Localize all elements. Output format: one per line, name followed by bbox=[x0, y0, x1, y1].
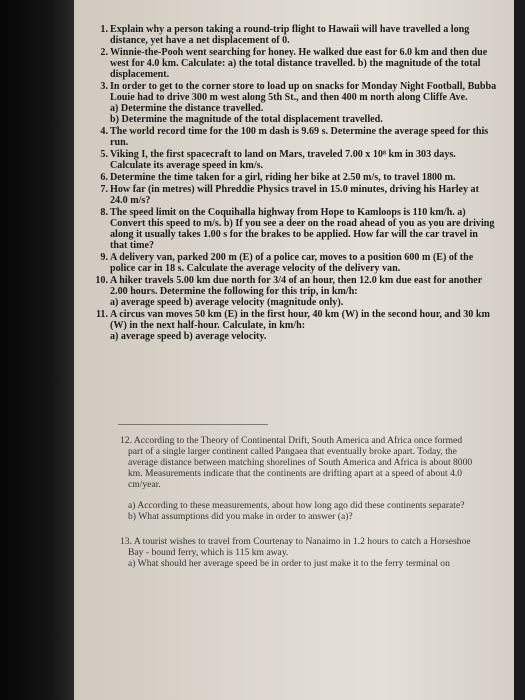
question-text-line: 24.0 m/s? bbox=[110, 195, 151, 206]
question-13 bbox=[120, 536, 498, 569]
question-number: 7. bbox=[100, 184, 108, 195]
question-number: 5. bbox=[100, 149, 108, 160]
binder-shadow bbox=[0, 0, 74, 700]
question-text-line: The world record time for the 100 m dash is 9.69 s. Determine the average speed for this bbox=[110, 126, 489, 137]
question-number: 10. bbox=[95, 275, 108, 286]
question-part: b) What assumptions did you make in order to answer (a)? bbox=[128, 511, 353, 522]
question-text-line: a) Determine the distance travelled. bbox=[110, 103, 264, 114]
questions-list-part1 bbox=[95, 24, 505, 343]
question-text-line: How far (in metres) will Phreddie Physics travel in 15.0 minutes, driving his Harley at bbox=[110, 184, 479, 195]
question-part: a) According to these measurements, about how long ago did these continents separate? bbox=[128, 500, 465, 511]
question-8 bbox=[100, 207, 505, 251]
question-text-line: run. bbox=[110, 137, 129, 148]
question-number: 2. bbox=[100, 47, 108, 58]
question-text-line: Viking I, the first spacecraft to land on Mars, traveled 7.00 x 10⁸ km in 303 days. bbox=[110, 149, 456, 160]
question-text-line: west for 4.0 km. Calculate: a) the total distance travelled. b) the magnitude of the total bbox=[110, 58, 481, 69]
question-2 bbox=[100, 47, 505, 80]
question-text-line: km. Measurements indicate that the continents are drifting apart at a speed of about 4.0 bbox=[128, 468, 463, 479]
question-number: 6. bbox=[100, 172, 108, 183]
question-text-line: Calculate its average speed in km/s. bbox=[110, 160, 264, 171]
question-5 bbox=[100, 149, 505, 171]
question-number: 9. bbox=[100, 252, 108, 263]
question-text-line: along it usually takes 1.00 s for the brakes to be applied. How far will the car travel in bbox=[110, 229, 478, 240]
questions-list-part2 bbox=[120, 435, 498, 579]
question-number: 13. bbox=[120, 536, 132, 547]
question-12 bbox=[120, 435, 498, 522]
question-text-line: In order to get to the corner store to load up on snacks for Monday Night Football, Bubba bbox=[110, 81, 497, 92]
question-text-line: A hiker travels 5.00 km due north for 3/4 of an hour, then 12.0 km due east for another bbox=[110, 275, 483, 286]
question-part: a) What should her average speed be in order to just make it to the ferry terminal on bbox=[128, 558, 450, 569]
question-11 bbox=[95, 309, 505, 342]
question-text-line: According to the Theory of Continental Drift, South America and Africa once formed bbox=[133, 435, 463, 446]
question-parts bbox=[128, 558, 498, 569]
question-text-line: police car in 18 s. Calculate the average velocity of the delivery van. bbox=[110, 263, 401, 274]
question-text-line: a) average speed b) average velocity (magnitude only). bbox=[110, 297, 344, 308]
question-text-line: displacement. bbox=[110, 69, 170, 80]
question-text-line: average distance between matching shorelines of South America and Africa is about 8000 bbox=[128, 457, 473, 468]
section-divider bbox=[118, 424, 268, 425]
question-text-line: Explain why a person taking a round-trip flight to Hawaii will have travelled a long bbox=[110, 24, 470, 35]
question-3 bbox=[100, 81, 505, 125]
question-text-line: A tourist wishes to travel from Courtenay to Nanaimo in 1.2 hours to catch a Horseshoe bbox=[133, 536, 471, 547]
question-number: 8. bbox=[100, 207, 108, 218]
question-number: 12. bbox=[120, 435, 132, 446]
question-4 bbox=[100, 126, 505, 148]
question-text-line: that time? bbox=[110, 240, 155, 251]
question-text-line: Determine the time taken for a girl, riding her bike at 2.50 m/s, to travel 1800 m. bbox=[110, 172, 456, 183]
question-text-line: (W) in the next half-hour. Calculate, in km/h: bbox=[110, 320, 306, 331]
question-7 bbox=[100, 184, 505, 206]
question-text-line: The speed limit on the Coquihalla highway from Hope to Kamloops is 110 km/h. a) bbox=[110, 207, 466, 218]
question-9 bbox=[100, 252, 505, 274]
question-text-line: A delivery van, parked 200 m (E) of a police car, moves to a position 600 m (E) of the bbox=[110, 252, 474, 263]
question-text-line: Convert this speed to m/s. b) If you see a deer on the road ahead of you as you are driving bbox=[110, 218, 495, 229]
question-parts bbox=[128, 500, 498, 522]
question-text-line: Bay - bound ferry, which is 115 km away. bbox=[128, 547, 289, 558]
question-text-line: A circus van moves 50 km (E) in the first hour, 40 km (W) in the second hour, and 30 km bbox=[110, 309, 490, 320]
question-text-line: b) Determine the magnitude of the total displacement travelled. bbox=[110, 114, 383, 125]
question-number: 3. bbox=[100, 81, 108, 92]
question-text-line: Louie had to drive 300 m west along 5th St., and then 400 m north along Cliffe Ave. bbox=[110, 92, 468, 103]
question-text-line: Winnie-the-Pooh went searching for honey. He walked due east for 6.0 km and then due bbox=[110, 47, 488, 58]
question-6 bbox=[100, 172, 505, 183]
question-1 bbox=[100, 24, 505, 46]
question-number: 1. bbox=[100, 24, 108, 35]
question-number: 11. bbox=[95, 309, 108, 320]
question-text-line: distance, yet have a net displacement of 0. bbox=[110, 35, 290, 46]
question-text-line: a) average speed b) average velocity. bbox=[110, 331, 267, 342]
question-text-line: 2.00 hours. Determine the following for this trip, in km/h: bbox=[110, 286, 358, 297]
question-number: 4. bbox=[100, 126, 108, 137]
question-10 bbox=[95, 275, 505, 308]
question-text-line: part of a single larger continent called Pangaea that eventually broke apart. Today, the bbox=[128, 446, 457, 457]
question-text-line: cm/year. bbox=[128, 479, 161, 490]
